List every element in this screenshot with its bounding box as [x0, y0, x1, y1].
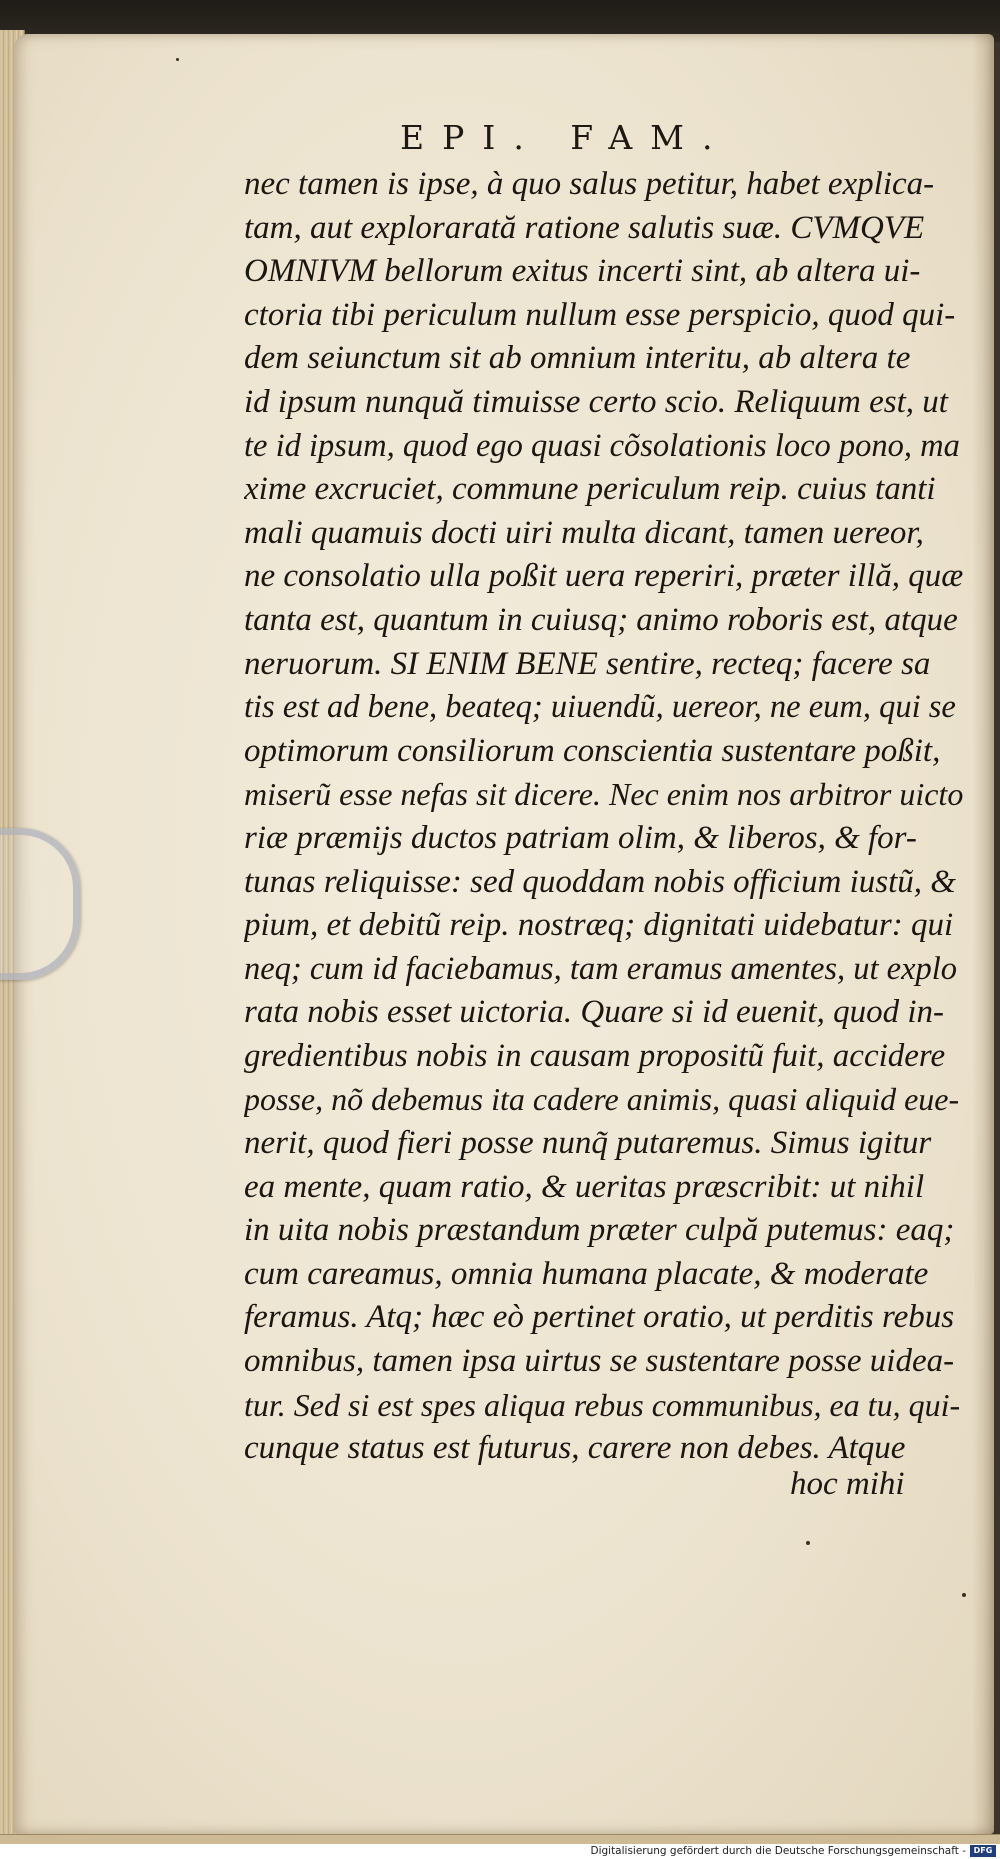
spine-shadow	[972, 34, 994, 1834]
text-line: gredientibus nobis in causam propositũ fuit, accidere	[244, 1037, 946, 1074]
text-line: cunque status est futurus, carere non debes. Atque	[244, 1430, 906, 1467]
text-line: id ipsum nunquă timuisse certo scio. Reliquum est, ut	[244, 383, 948, 420]
text-line: mali quamuis docti uiri multa dicant, tamen uereor,	[244, 514, 924, 551]
text-line: tunas reliquisse: sed quoddam nobis officium iustũ, &	[244, 863, 956, 900]
ink-speck	[806, 1541, 810, 1545]
text-line: xime excruciet, commune periculum reip. cuius tanti	[244, 471, 936, 508]
text-line: te id ipsum, quod ego quasi cõsolationis loco pono, ma	[244, 427, 960, 464]
text-line: riæ præmijs ductos patriam olim, & liberos, & for-	[244, 819, 917, 856]
text-line: tis est ad bene, beateq; uiuendũ, uereor, ne eum, qui se	[244, 689, 956, 726]
ink-speck	[176, 58, 179, 61]
running-header: EPI. FAM.	[400, 118, 731, 157]
text-line: ctoria tibi periculum nullum esse perspicio, quod qui-	[244, 296, 956, 333]
text-line: nerit, quod fieri posse nunq̃ putaremus. Simus igitur	[244, 1125, 932, 1162]
text-line: ne consolatio ulla poßit uera reperiri, præter illă, quæ	[244, 558, 964, 595]
ink-speck	[962, 1593, 966, 1597]
text-line: cum careamus, omnia humana placate, & moderate	[244, 1255, 929, 1292]
text-line: in uita nobis præstandum præter culpă putemus: eaq;	[244, 1212, 955, 1249]
text-line: miserũ esse nefas sit dicere. Nec enim nos arbitror uicto	[244, 776, 964, 813]
text-line: tam, aut explorarată ratione salutis suæ. CVMQVE	[244, 209, 925, 246]
text-line: posse, nõ debemus ita cadere animis, quasi aliquid eue-	[244, 1081, 960, 1118]
text-line: tur. Sed si est spes aliqua rebus communibus, ea tu, qui-	[244, 1386, 961, 1423]
text-line: rata nobis esset uictoria. Quare si id euenit, quod in-	[244, 994, 944, 1031]
text-line: feramus. Atq; hæc eò pertinet oratio, ut perditis rebus	[244, 1299, 955, 1336]
text-line: optimorum consiliorum conscientia sustentare poßit,	[244, 732, 941, 769]
text-line: neq; cum id faciebamus, tam eramus amentes, ut explo	[244, 950, 958, 987]
text-line: omnibus, tamen ipsa uirtus se sustentare posse uidea-	[244, 1343, 955, 1380]
dfg-logo: DFG	[970, 1845, 996, 1857]
digitization-credit: Digitalisierung gefördert durch die Deutsche Forschungsgemeinschaft -	[590, 1845, 966, 1857]
text-line: neruorum. SI ENIM BENE sentire, recteq; facere sa	[244, 645, 931, 682]
text-line: nec tamen is ipse, à quo salus petitur, habet explica-	[244, 166, 935, 202]
text-line: pium, et debitũ reip. nostræq; dignitati uidebatur: qui	[244, 907, 954, 944]
text-line: ea mente, quam ratio, & ueritas præscribit: ut nihil	[244, 1168, 925, 1205]
text-line: dem seiunctum sit ab omnium interitu, ab altera te	[244, 340, 911, 377]
catchword: hoc mihi	[790, 1466, 905, 1502]
text-line: tanta est, quantum in cuiusq; animo roboris est, atque	[244, 601, 958, 638]
text-line: OMNIVM bellorum exitus incerti sint, ab altera ui-	[244, 253, 921, 290]
body-text	[244, 163, 964, 1471]
